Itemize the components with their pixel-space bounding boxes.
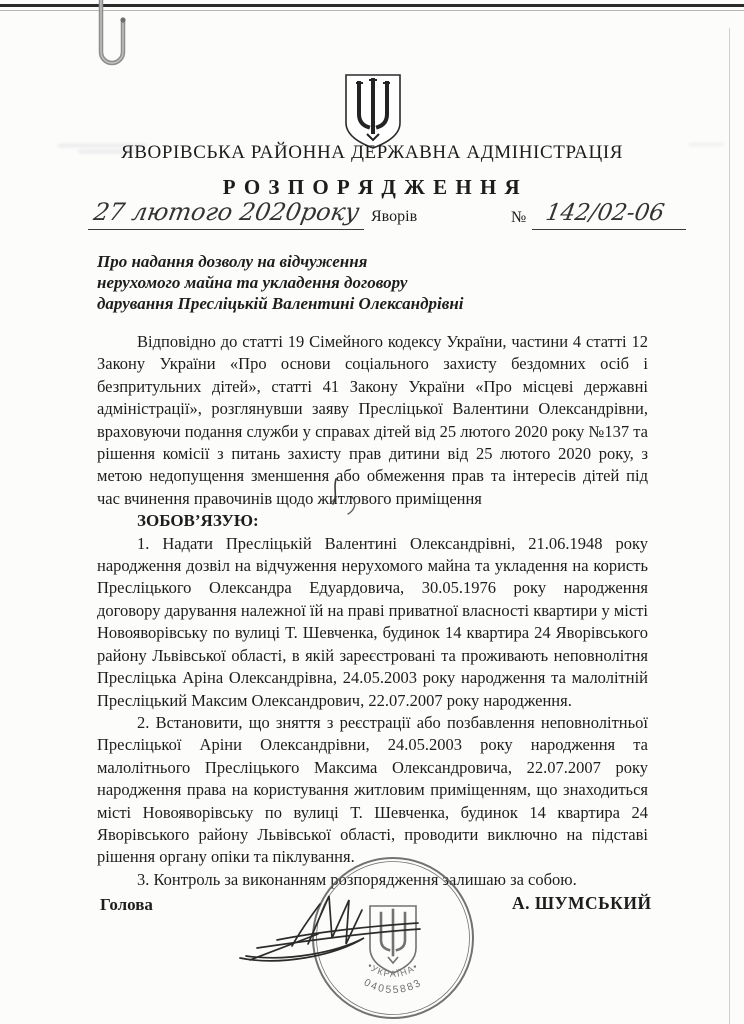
date-and-number-row (0, 196, 744, 236)
order-item-3: 3. Контроль за виконанням розпорядження залишаю за собою. (137, 869, 577, 889)
subject-block (97, 251, 648, 314)
pen-mark-artifact (322, 477, 366, 519)
preamble-paragraph: Відповідно до статті 19 Сімейного кодексу України, частини 4 статті 12 Закону України «Про основи соціального захисту бездомних осіб і безпритульних дітей», статті 41 Закону України «Про місцеві державні адміністрації», розглянувши заяву Пресліцької Валентини Олександрівни, враховуючи подання служби у справах дітей від 25 лютого 2020 року №137 та рішення комісії з питань захисту прав дитини від 25 лютого 2020 року, з метою недопущення зменшення або обмеження прав та інтересів дітей під час вчинення правочинів щодо житлового приміщення (97, 332, 648, 508)
stamp-country-text: •УКРАЇНА• (365, 960, 421, 980)
paperclip-icon (88, 0, 136, 82)
stamp-code-text: 04055883 (361, 976, 425, 997)
number-sign: № (511, 209, 527, 226)
subject-line: нерухомого майна та укладення договору (97, 273, 408, 292)
svg-text:ЯВОРІВСЬКА РАЙОННА ДЕРЖАВНА АД (318, 852, 466, 853)
signatory-name: А. ШУМСЬКИЙ (512, 893, 652, 913)
svg-text:04055883 (362, 977, 424, 997)
document-body (97, 251, 648, 891)
date-line (88, 196, 364, 230)
ukraine-trident-emblem-icon (337, 72, 409, 150)
signature-scribble (222, 888, 422, 966)
document-type-title: Р О З П О Р Я Д Ж Е Н Н Я (222, 175, 522, 199)
signatory-title: Голова (100, 895, 153, 914)
number-line (532, 196, 686, 230)
issuing-authority-title: ЯВОРІВСЬКА РАЙОННА ДЕРЖАВНА АДМІНІСТРАЦІЯ (120, 142, 624, 163)
subject-line: дарування Пресліцькій Валентині Олександрівні (97, 294, 464, 313)
handwritten-number: 142/02-06 (543, 200, 667, 226)
handwritten-date: 27 лютого 2020року (91, 198, 362, 226)
resolution-heading: ЗОБОВ’ЯЗУЮ: (137, 511, 259, 531)
place-label: Яворів (371, 208, 418, 225)
order-item-2: 2. Встановити, що зняття з реєстрації або позбавлення неповнолітньої Пресліцької Аріни Олександрівни, 24.05.2003 року народження та малолітнього Пресліцького Максима Олександровича, 22.07.2007 року народження права на користування житловим приміщенням, що знаходиться місті Новояворівську по вулиці Т. Шевченка, будинок 14 квартира 24 Яворівського району Львівської області, проводити виключно на підставі рішення органу опіки та піклування. (97, 712, 648, 867)
stamp-ring-text (318, 852, 466, 853)
subject-line: Про надання дозволу на відчуження (97, 252, 368, 271)
order-item-1: 1. Надати Пресліцькій Валентині Олександрівні, 21.06.1948 року народження дозвіл на відчуження нерухомого майна та укладення на користь Пресліцького Олександра Едуардовича, 30.05.1976 року народження договору дарування належної їй на праві приватної власності квартири у місті Новояворівську по вулиці Т. Шевченка, будинок 14 квартира 24 Яворівського району Львівської області, в якій зареєстровані та проживають неповнолітня Пресліцька Аріна Олександрівна, 24.05.2003 року народження та малолітній Пресліцький Максим Олександрович, 22.07.2007 року народження. (97, 533, 648, 710)
